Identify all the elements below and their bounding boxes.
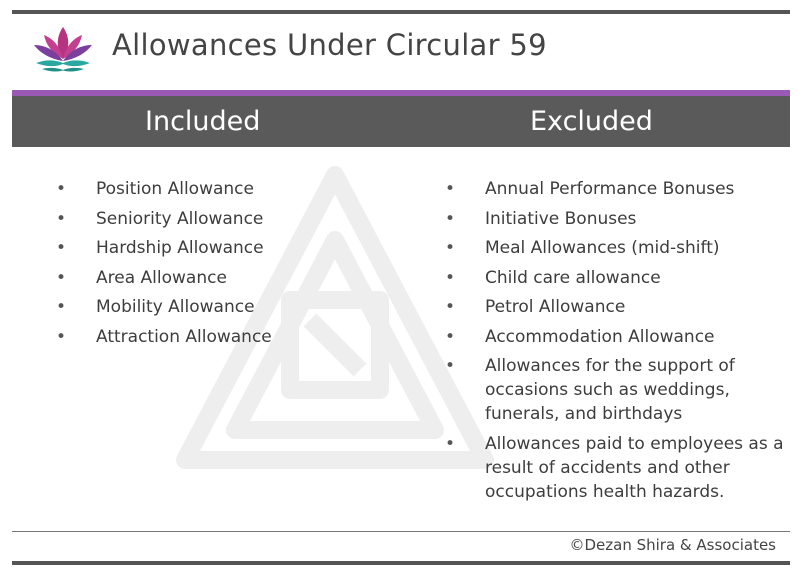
list-item: • Hardship Allowance: [56, 238, 264, 258]
list-item: • Attraction Allowance: [56, 326, 272, 347]
slide-title: Allowances Under Circular 59: [112, 28, 547, 62]
list-item: • Mobility Allowance: [56, 297, 255, 317]
bullet-icon: •: [445, 208, 456, 229]
copyright-footer: ©Dezan Shira & Associates: [569, 536, 776, 554]
list-item: • Area Allowance: [56, 267, 227, 288]
list-item: • Accommodation Allowance: [445, 326, 715, 347]
bullet-icon: •: [445, 433, 456, 454]
bullet-icon: •: [445, 267, 456, 288]
list-item: • Child care allowance: [445, 267, 661, 288]
list-item: • Position Allowance: [56, 179, 254, 199]
list-item: • Initiative Bonuses: [445, 208, 637, 229]
bullet-icon: •: [445, 326, 456, 347]
list-item: • Allowances paid to employees as a result of accidents and other occupations health hazards.: [445, 433, 784, 502]
bullet-icon: •: [445, 179, 456, 199]
list-item: • Petrol Allowance: [445, 297, 626, 317]
included-list: [56, 177, 396, 354]
top-rule: [12, 10, 790, 14]
bullet-icon: •: [56, 326, 67, 347]
included-heading: Included: [145, 106, 261, 137]
bottom-rule: [12, 561, 790, 565]
bullet-icon: •: [56, 297, 67, 317]
bullet-icon: •: [56, 208, 67, 229]
bullet-icon: •: [56, 267, 67, 288]
bullet-icon: •: [445, 356, 456, 376]
list-item: • Meal Allowances (mid-shift): [445, 238, 720, 258]
excluded-list: [445, 177, 785, 509]
bullet-icon: •: [56, 179, 67, 199]
list-item: • Seniority Allowance: [56, 208, 264, 229]
bullet-icon: •: [56, 238, 67, 258]
bullet-icon: •: [445, 297, 456, 317]
list-item: • Allowances for the support of occasions such as weddings, funerals, and birthdays: [445, 356, 735, 424]
excluded-heading: Excluded: [530, 106, 653, 137]
list-item: • Annual Performance Bonuses: [445, 179, 735, 199]
bullet-icon: •: [445, 238, 456, 258]
column-header-band: [12, 96, 790, 147]
footer-divider: [12, 531, 790, 532]
lotus-logo-icon: [30, 23, 96, 77]
